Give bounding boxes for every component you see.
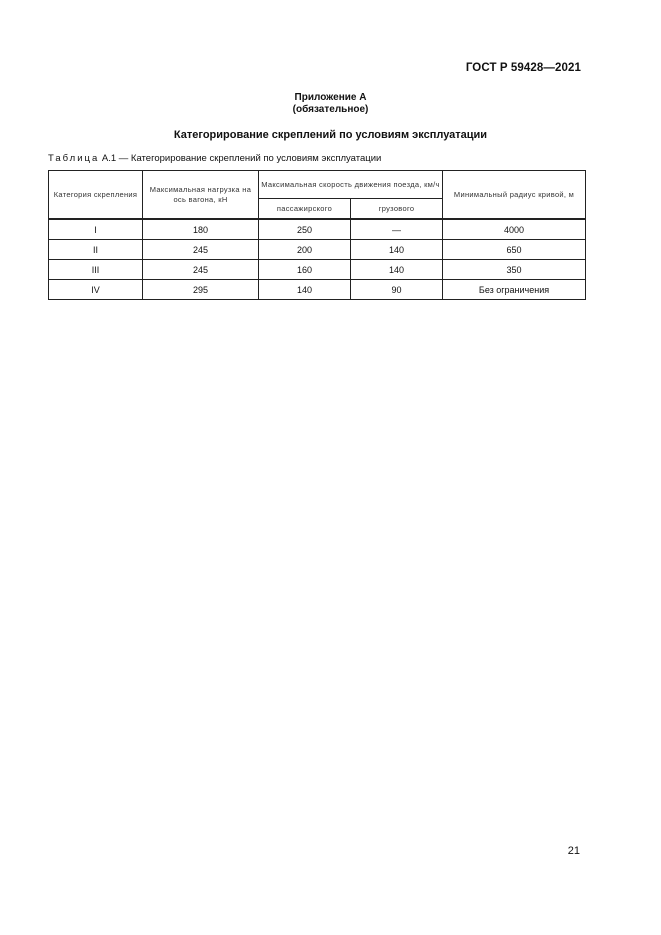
table-row [49,240,586,260]
table-caption-text: — Категорирование скреплений по условиям эксплуатации [118,153,382,164]
section-title: Категорирование скреплений по условиям эксплуатации [173,129,488,141]
table-caption [48,153,381,164]
document-code: ГОСТ Р 59428—2021 [465,62,581,74]
cell-passenger-speed: 250 [259,219,351,240]
cell-radius: 650 [443,240,586,260]
cell-category: I [49,219,143,240]
header-passenger: пассажирского [259,199,351,220]
cell-category: II [49,240,143,260]
cell-load: 180 [143,219,259,240]
cell-category: IV [49,280,143,300]
cell-load: 245 [143,260,259,280]
page-number: 21 [567,845,580,857]
cell-freight-speed: 140 [351,240,443,260]
header-category: Категория скрепления [49,171,143,220]
cell-radius: 350 [443,260,586,280]
cell-freight-speed: 90 [351,280,443,300]
cell-freight-speed: 140 [351,260,443,280]
category-table [48,170,586,300]
cell-load: 295 [143,280,259,300]
cell-passenger-speed: 160 [259,260,351,280]
cell-category: III [49,260,143,280]
table-caption-prefix: Таблица [48,153,100,164]
table-row [49,280,586,300]
cell-passenger-speed: 200 [259,240,351,260]
header-max-load: Максимальная нагрузка на ось вагона, кН [143,171,259,220]
cell-freight-speed: — [351,219,443,240]
table-caption-number: А.1 [101,153,117,164]
annex-status: (обязательное) [292,104,369,115]
annex-heading [0,92,661,116]
header-min-radius: Минимальный радиус кривой, м [443,171,586,220]
table-row [49,219,586,240]
cell-radius: Без ограничения [443,280,586,300]
cell-load: 245 [143,240,259,260]
header-freight: грузового [351,199,443,220]
annex-title: Приложение А [294,92,367,103]
cell-passenger-speed: 140 [259,280,351,300]
table-row [49,260,586,280]
cell-radius: 4000 [443,219,586,240]
header-max-speed: Максимальная скорость движения поезда, км/ч [259,171,443,199]
